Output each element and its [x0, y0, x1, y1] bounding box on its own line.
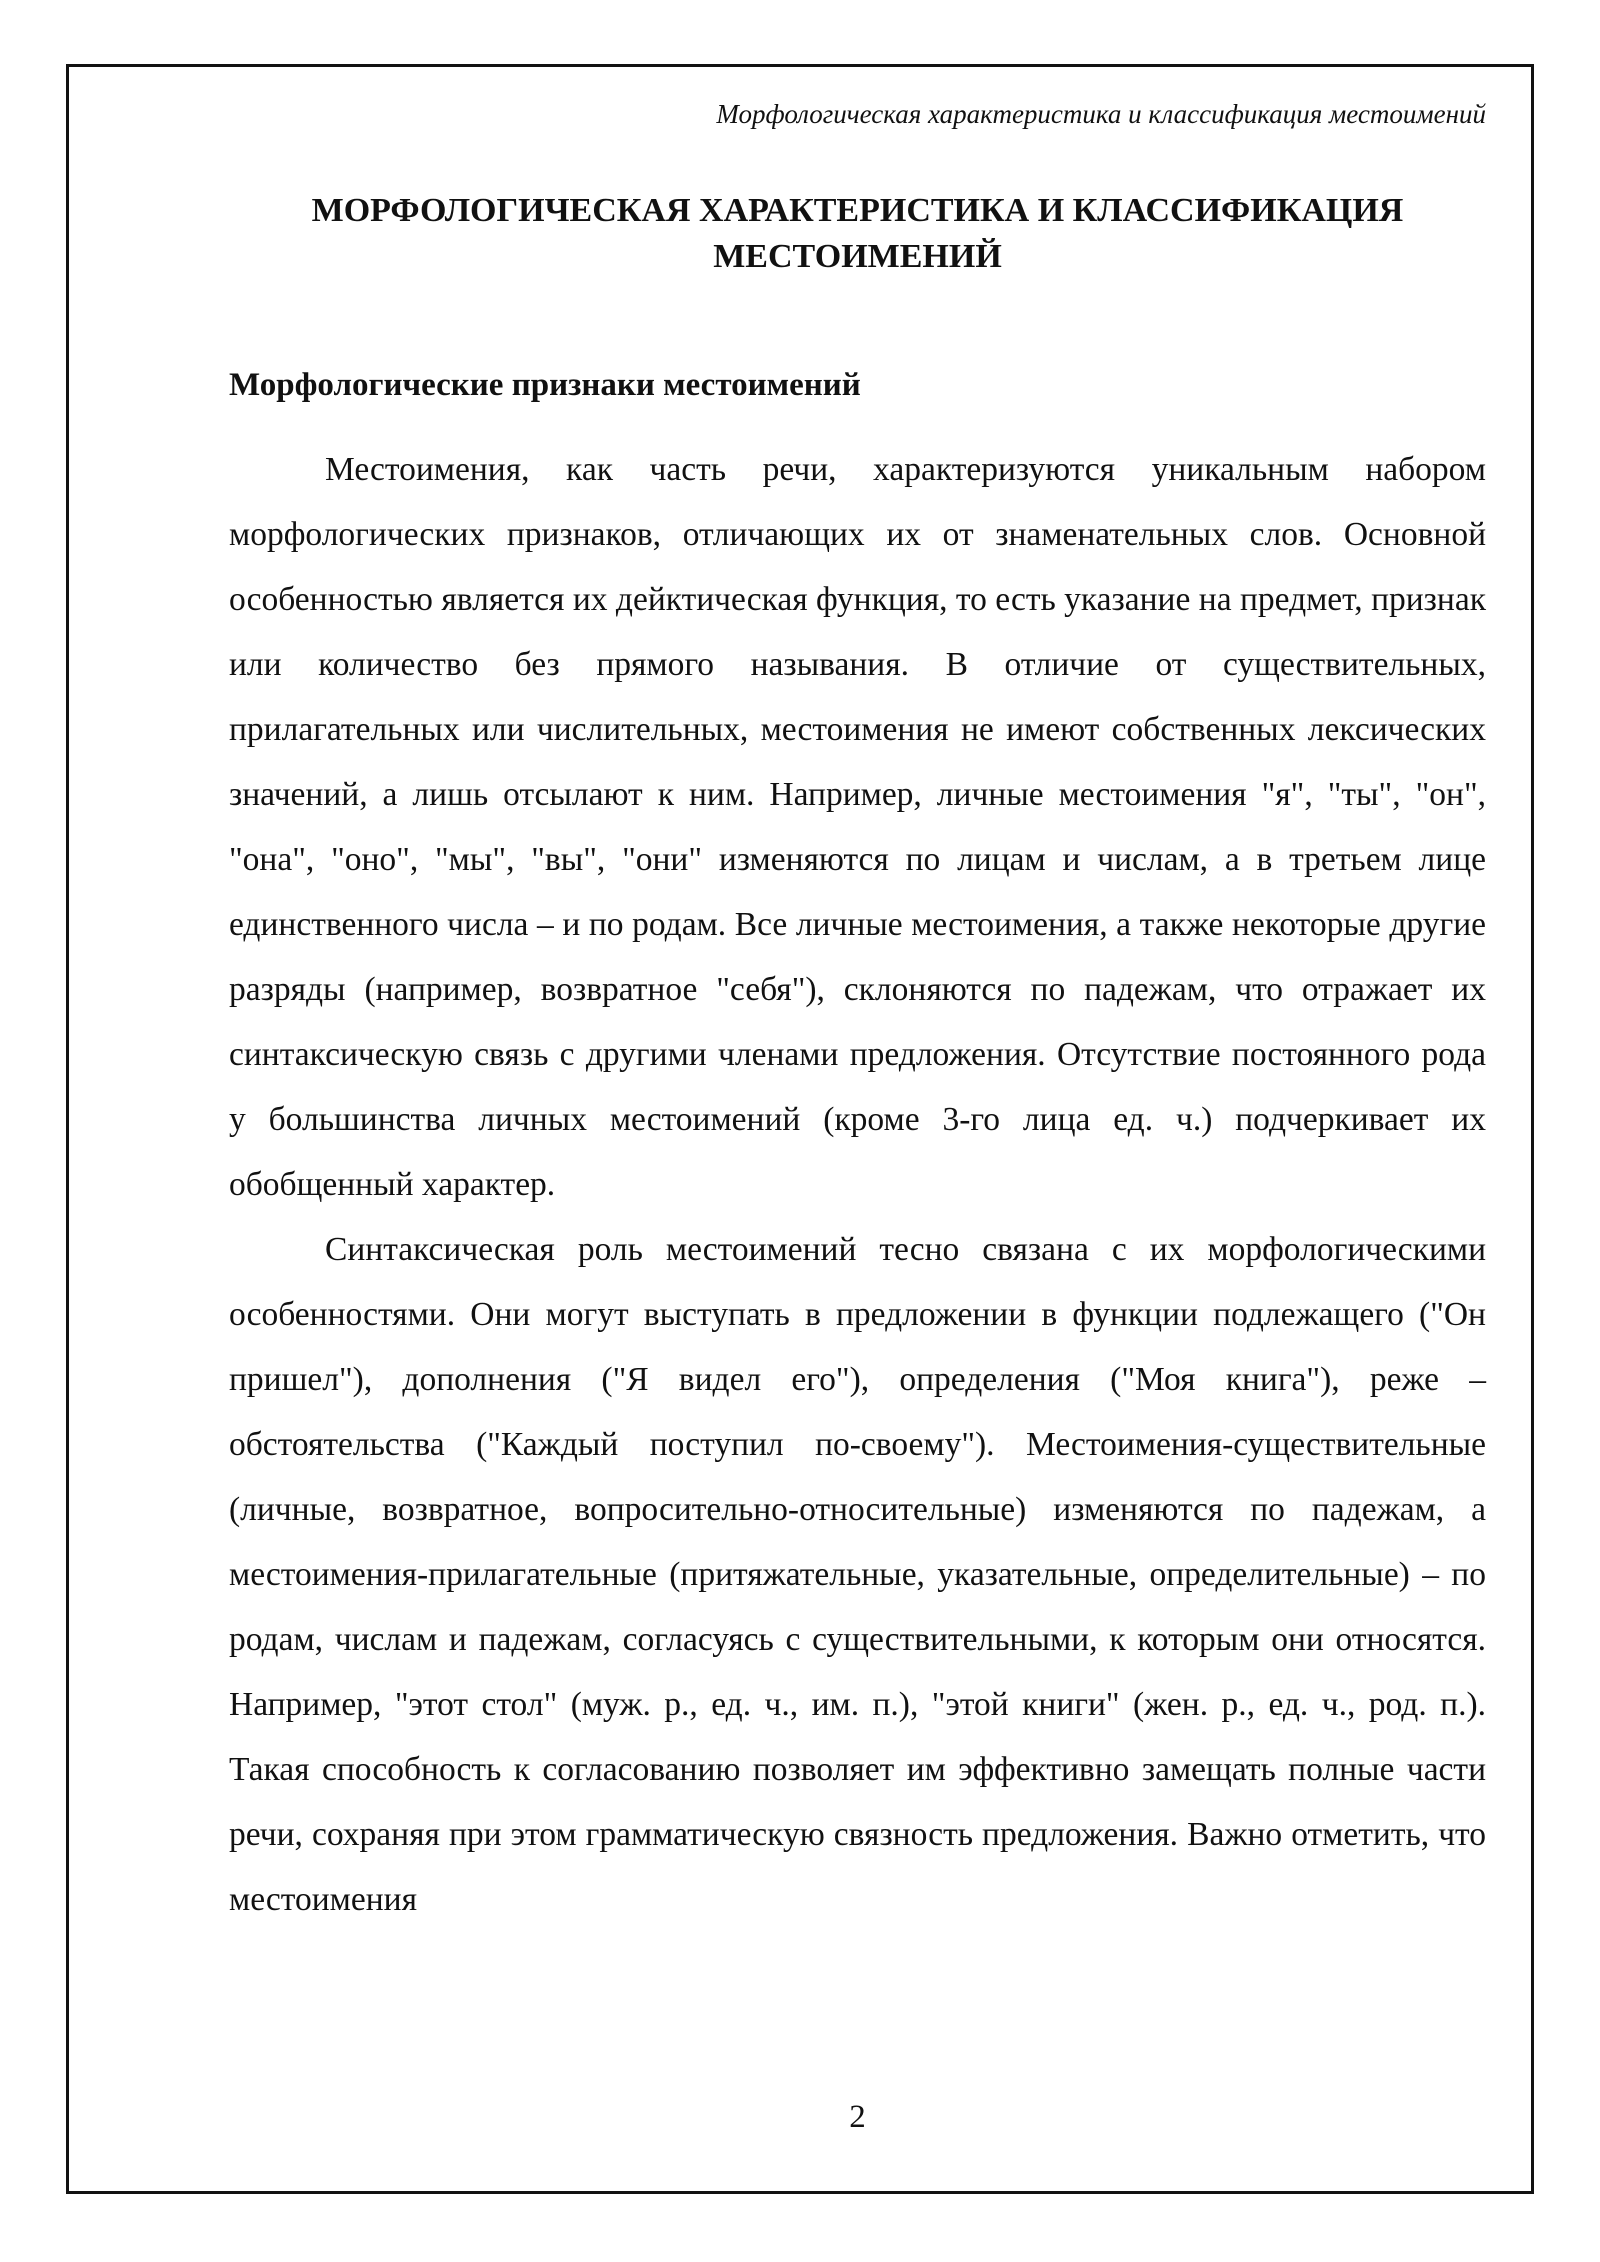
paragraph-1: Местоимения, как часть речи, характеризуются уникальным набором морфологических признаков, отличающих их от знаменательных слов. Основной особенностью является их дейктическая функция, то есть указание на предмет, признак или количество без прямого называния. В отличие от существительных, прилагательных или числительных, местоимения не имеют собственных лексических значений, а лишь отсылают к ним. Например, личные местоимения "я", "ты", "он", "она", "оно", "мы", "вы", "они" изменяются по лицам и числам, а в третьем лице единственного числа – и по родам. Все личные местоимения, а также некоторые другие разряды (например, возвратное "себя"), склоняются по падежам, что отражает их синтаксическую связь с другими членами предложения. Отсутствие постоянного рода у большинства личных местоимений (кроме 3-го лица ед. ч.) подчеркивает их обобщенный характер.	[229, 451, 1486, 1203]
document-title	[229, 188, 1486, 280]
document-title-line-1: МОРФОЛОГИЧЕСКАЯ ХАРАКТЕРИСТИКА И КЛАССИФИКАЦИЯ	[311, 192, 1404, 229]
running-header: Морфологическая характеристика и классификация местоимений	[716, 99, 1486, 129]
paragraph-2: Синтаксическая роль местоимений тесно связана с их морфологическими особенностями. Они могут выступать в предложении в функции подлежащего ("Он пришел"), дополнения ("Я видел его"), определения ("Моя книга"), реже – обстоятельства ("Каждый поступил по-своему"). Местоимения-существительные (личные, возвратное, вопросительно-относительные) изменяются по падежам, а местоимения-прилагательные (притяжательные, указательные, определительные) – по родам, числам и падежам, согласуясь с существительными, к которым они относятся. Например, "этот стол" (муж. р., ед. ч., им. п.), "этой книги" (жен. р., ед. ч., род. п.). Такая способность к согласованию позволяет им эффективно замещать полные части речи, сохраняя при этом грамматическую связность предложения. Важно отметить, что местоимения	[229, 1231, 1486, 1918]
document-title-line-2: МЕСТОИМЕНИЙ	[713, 238, 1002, 275]
body-text	[229, 437, 1486, 1932]
section-heading: Морфологические признаки местоимений	[229, 367, 861, 403]
page-number: 2	[849, 2099, 866, 2135]
